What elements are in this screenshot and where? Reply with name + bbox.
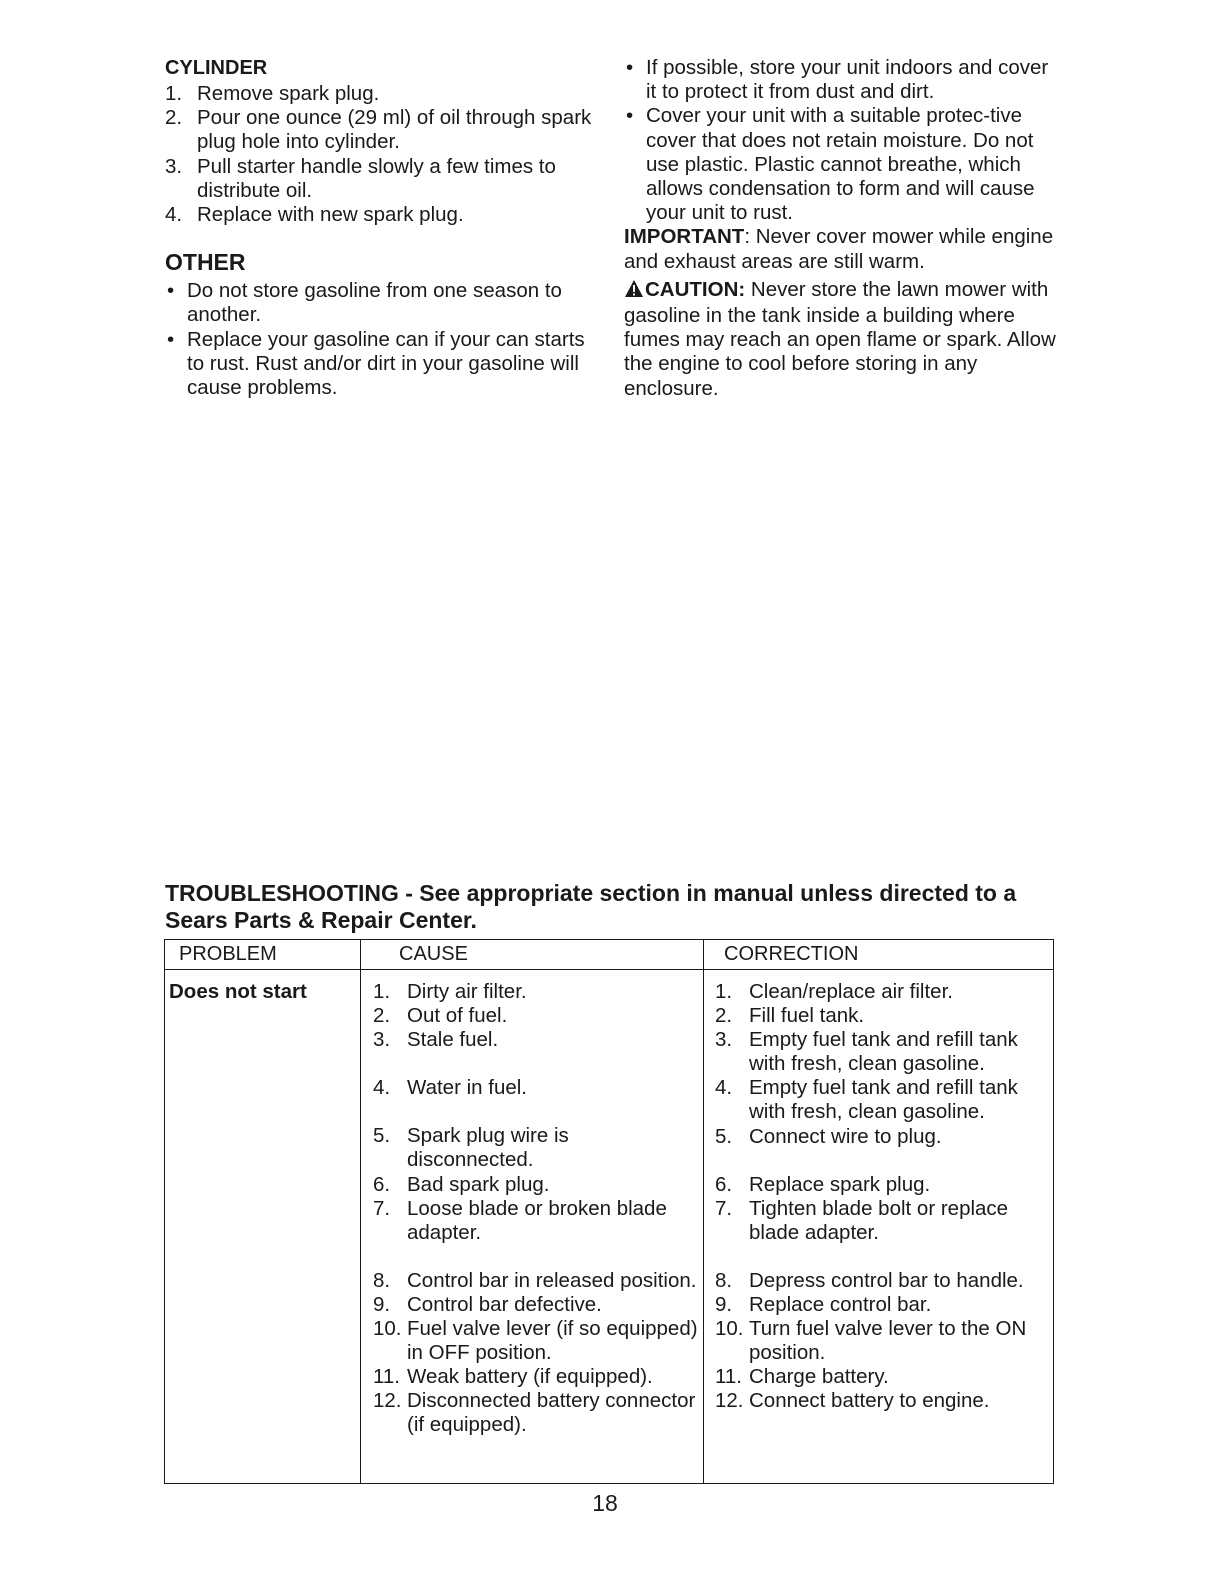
- caution-text: Never store the lawn mower with gasoline in the tank inside a building where fumes may reach an open flame or spark. Allow the engine to cool before storing in any enclosure.: [624, 277, 1056, 400]
- list-item: [373, 1004, 698, 1028]
- item-number: 7.: [373, 1196, 391, 1220]
- important-text: : Never cover mower while engine and exhaust areas are still warm.: [624, 225, 1054, 273]
- caution-note: [624, 278, 1064, 401]
- important-note: [624, 225, 1064, 273]
- item-number: 6.: [715, 1172, 733, 1196]
- list-item: [715, 1076, 1051, 1124]
- list-item: [373, 1173, 698, 1197]
- bullet-icon: •: [626, 104, 634, 128]
- bullet-icon: •: [626, 56, 634, 79]
- item-text: Control bar defective.: [407, 1292, 602, 1316]
- important-label: IMPORTANT: [624, 225, 745, 249]
- list-item: [165, 82, 605, 106]
- item-number: 12.: [715, 1389, 744, 1413]
- item-number: 2.: [715, 1004, 733, 1028]
- item-number: 5.: [715, 1124, 733, 1148]
- list-item: [165, 155, 605, 203]
- step-text: Replace with new spark plug.: [197, 203, 464, 227]
- item-text: Out of fuel.: [407, 1004, 508, 1028]
- header-correction: CORRECTION: [724, 943, 859, 965]
- list-item: [165, 203, 605, 227]
- correction-cell: [715, 980, 1051, 1414]
- column-divider: [703, 940, 704, 1483]
- troubleshooting-title: TROUBLESHOOTING - See appropriate section in manual unless directed to a Sears Parts & Repair Center.: [165, 880, 1017, 933]
- right-column: [624, 56, 1064, 401]
- item-text: Empty fuel tank and refill tank with fresh, clean gasoline.: [749, 1076, 1018, 1124]
- item-number: 9.: [373, 1292, 391, 1316]
- item-text: Charge battery.: [749, 1365, 889, 1389]
- list-item: [373, 1269, 698, 1293]
- step-text: Remove spark plug.: [197, 82, 380, 105]
- item-text: Replace spark plug.: [749, 1172, 931, 1196]
- item-number: 10.: [715, 1317, 744, 1341]
- item-text: Dirty air filter.: [407, 980, 527, 1003]
- list-item: [715, 1173, 1051, 1197]
- item-number: 11.: [715, 1365, 742, 1389]
- item-text: Turn fuel valve lever to the ON position.: [749, 1317, 1027, 1365]
- list-item: [715, 1269, 1051, 1293]
- item-number: 1.: [373, 980, 391, 1003]
- item-text: Control bar in released position.: [407, 1268, 697, 1292]
- item-text: Connect battery to engine.: [749, 1389, 990, 1413]
- list-item: [373, 1389, 698, 1437]
- cause-cell: [373, 980, 698, 1438]
- list-item: [715, 1293, 1051, 1317]
- item-text: Depress control bar to handle.: [749, 1268, 1024, 1292]
- column-divider: [360, 940, 361, 1483]
- item-text: Replace control bar.: [749, 1293, 932, 1317]
- step-text: Pull starter handle slowly a few times to distribute oil.: [197, 154, 556, 202]
- list-item: [165, 328, 605, 401]
- bullet-text: Do not store gasoline from one season to another.: [187, 279, 562, 327]
- item-number: 9.: [715, 1293, 733, 1317]
- step-number: 1.: [165, 82, 183, 105]
- list-item: [715, 1365, 1051, 1389]
- item-number: 6.: [373, 1172, 391, 1196]
- step-number: 4.: [165, 203, 183, 227]
- item-number: 2.: [373, 1004, 391, 1028]
- item-number: 11.: [373, 1365, 400, 1389]
- item-text: Disconnected battery connector (if equipped).: [407, 1389, 696, 1437]
- list-item: [373, 980, 698, 1004]
- list-item: [373, 1124, 698, 1172]
- item-text: Clean/replace air filter.: [749, 980, 953, 1003]
- list-item: [715, 1028, 1051, 1076]
- list-item: [624, 104, 1064, 225]
- item-number: 10.: [373, 1317, 402, 1341]
- cylinder-steps-list: [165, 82, 605, 227]
- item-text: Empty fuel tank and refill tank with fresh, clean gasoline.: [749, 1028, 1018, 1076]
- item-text: Spark plug wire is disconnected.: [407, 1124, 569, 1172]
- item-number: 3.: [373, 1028, 391, 1052]
- item-text: Bad spark plug.: [407, 1172, 550, 1196]
- list-item: [165, 279, 605, 327]
- page-number: 18: [592, 1490, 618, 1516]
- cylinder-heading: CYLINDER: [165, 57, 268, 79]
- list-item: [715, 1317, 1051, 1365]
- item-number: 8.: [715, 1268, 733, 1292]
- step-number: 2.: [165, 106, 183, 130]
- list-item: [715, 980, 1051, 1004]
- item-text: Fuel valve lever (if so equipped) in OFF position.: [407, 1317, 698, 1365]
- warning-triangle-icon: [624, 279, 644, 304]
- item-number: 4.: [373, 1076, 391, 1100]
- bullet-icon: •: [167, 327, 175, 351]
- item-text: Fill fuel tank.: [749, 1004, 865, 1028]
- bullet-text: If possible, store your unit indoors and cover it to protect it from dust and dirt.: [646, 56, 1049, 104]
- list-item: [373, 1365, 698, 1389]
- item-number: 4.: [715, 1076, 733, 1100]
- list-item: [715, 1125, 1051, 1149]
- table-header-row: [165, 940, 1053, 970]
- step-text: Pour one ounce (29 ml) of oil through spark plug hole into cylinder.: [197, 106, 592, 154]
- item-text: Weak battery (if equipped).: [407, 1365, 653, 1389]
- list-item: [373, 1028, 698, 1052]
- bullet-text: Cover your unit with a suitable protec-tive cover that does not retain moisture. Do not use plastic. Plastic cannot breathe, which allows condensation to form and will cause your unit to rust.: [646, 104, 1035, 225]
- item-text: Stale fuel.: [407, 1028, 499, 1052]
- step-number: 3.: [165, 154, 183, 178]
- list-item: [715, 1389, 1051, 1413]
- list-item: [715, 1197, 1051, 1245]
- list-item: [373, 1197, 698, 1245]
- caution-label: CAUTION:: [645, 277, 746, 301]
- item-text: Tighten blade bolt or replace blade adapter.: [749, 1196, 1009, 1244]
- problem-cell: Does not start: [169, 980, 307, 1003]
- header-problem: PROBLEM: [179, 943, 277, 965]
- list-item: [373, 1317, 698, 1365]
- bullet-icon: •: [167, 279, 175, 303]
- item-number: 12.: [373, 1389, 402, 1413]
- bullet-text: Replace your gasoline can if your can starts to rust. Rust and/or dirt in your gasoline will cause problems.: [187, 327, 585, 400]
- other-heading: OTHER: [165, 249, 246, 276]
- list-item: [624, 56, 1064, 104]
- item-number: 1.: [715, 980, 733, 1003]
- item-text: Loose blade or broken blade adapter.: [407, 1196, 667, 1244]
- item-text: Water in fuel.: [407, 1076, 528, 1100]
- item-number: 5.: [373, 1124, 391, 1148]
- item-text: Connect wire to plug.: [749, 1124, 942, 1148]
- item-number: 8.: [373, 1268, 391, 1292]
- list-item: [165, 106, 605, 154]
- header-cause: CAUSE: [399, 943, 468, 965]
- item-number: 3.: [715, 1028, 733, 1052]
- other-bullets-list: [165, 279, 605, 400]
- storage-bullets-list: [624, 56, 1064, 225]
- list-item: [715, 1004, 1051, 1028]
- list-item: [373, 1293, 698, 1317]
- troubleshooting-table: [164, 939, 1054, 1484]
- left-column: [165, 56, 605, 400]
- item-number: 7.: [715, 1196, 733, 1220]
- list-item: [373, 1076, 698, 1100]
